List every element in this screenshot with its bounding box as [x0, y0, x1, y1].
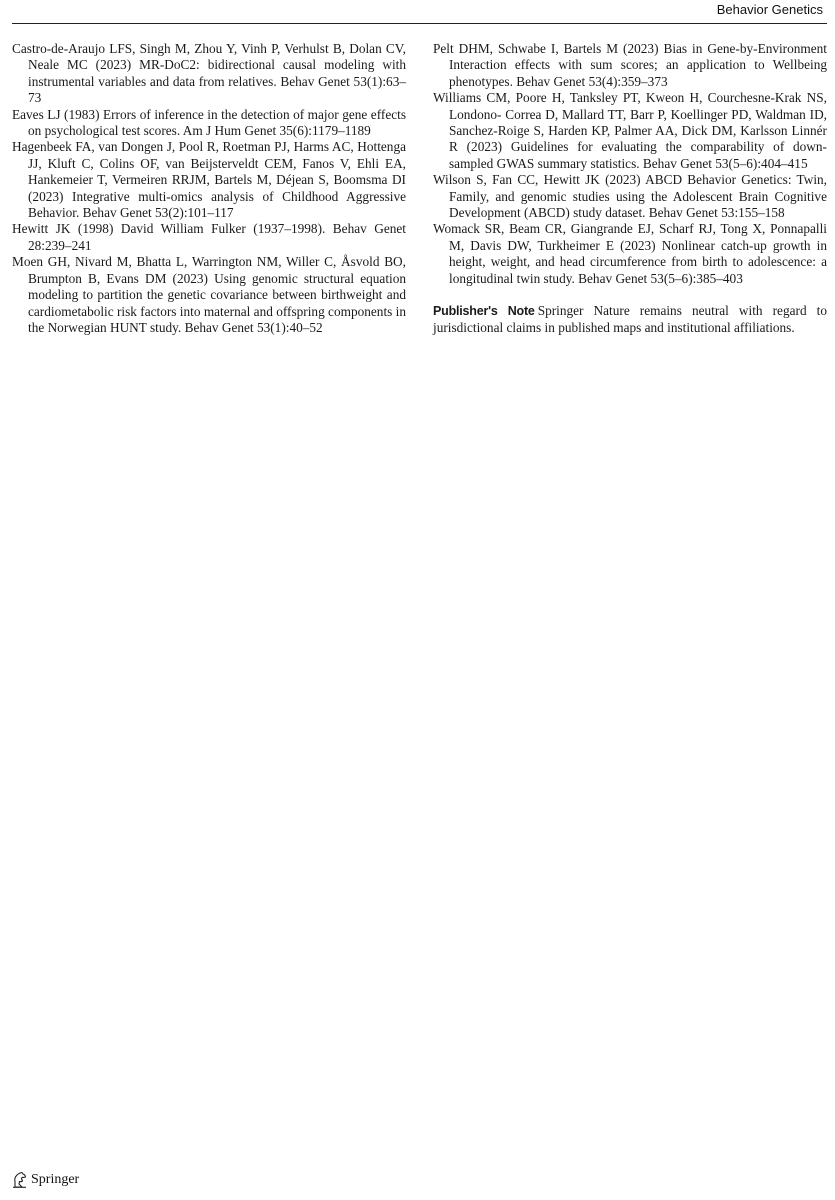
reference-item: Pelt DHM, Schwabe I, Bartels M (2023) Bias in Gene-by-Environment Interaction effects with sum scores; an application to Wellbeing phenotypes. Behav Genet 53(4):359–373 [433, 41, 827, 89]
reference-item: Hewitt JK (1998) David William Fulker (1937–1998). Behav Genet 28:239–241 [12, 221, 406, 253]
reference-item: Womack SR, Beam CR, Giangrande EJ, Scharf RJ, Tong X, Ponnapalli M, Davis DW, Turkheimer E (2023) Nonlinear catch-up growth in height, weight, and head circumference from birth to adolescence: a longitudinal twin study. Behav Genet 53(5–6):385–403 [433, 221, 827, 286]
references-column-left [12, 41, 406, 336]
springer-horse-icon [12, 1171, 27, 1188]
references-column-right [433, 41, 827, 336]
page-footer [12, 1171, 79, 1188]
reference-item: Hagenbeek FA, van Dongen J, Pool R, Roetman PJ, Harms AC, Hottenga JJ, Kluft C, Colins OF, van Beijsterveldt CEM, Fanos V, Ehli EA, Hankemeier T, Vermeiren RRJM, Bartels M, Déjean S, Boomsma DI (2023) Integrative multi-omics analysis of Childhood Aggressive Behavior. Behav Genet 53(2):101–117 [12, 139, 406, 221]
reference-item: Williams CM, Poore H, Tanksley PT, Kweon H, Courchesne-Krak NS, Londono- Correa D, Mallard TT, Barr P, Koellinger PD, Waldman ID, Sanchez-Roige S, Harden KP, Palmer AA, Dick DM, Karlsson Linnér R (2023) Guidelines for evaluating the comparability of down-sampled GWAS summary statistics. Behav Genet 53(5–6):404–415 [433, 90, 827, 171]
footer-publisher-name: Springer [31, 1171, 80, 1187]
reference-item: Eaves LJ (1983) Errors of inference in the detection of major gene effects on psychological test scores. Am J Hum Genet 35(6):1179–1189 [12, 106, 406, 139]
reference-item: Castro-de-Araujo LFS, Singh M, Zhou Y, Vinh P, Verhulst B, Dolan CV, Neale MC (2023) MR-DoC2: bidirectional causal modeling with instrumental variables and data from relatives. Behav Genet 53(1):63–73 [12, 41, 406, 106]
reference-item: Wilson S, Fan CC, Hewitt JK (2023) ABCD Behavior Genetics: Twin, Family, and genomic studies using the Adolescent Brain Cognitive Development (ABCD) study dataset. Behav Genet 53:155–158 [433, 172, 827, 221]
publisher-note-text: Springer Nature remains neutral with regard to jurisdictional claims in published maps and institutional affiliations. [433, 303, 827, 335]
publisher-note-label: Publisher's Note [433, 304, 535, 319]
reference-item: Moen GH, Nivard M, Bhatta L, Warrington NM, Willer C, Åsvold BO, Brumpton B, Evans DM (2023) Using genomic structural equation modeling to partition the genetic covariance between birthweight and cardiometabolic risk factors into maternal and offspring components in the Norwegian HUNT study. Behav Genet 53(1):40–52 [12, 254, 406, 335]
publisher-note [433, 303, 827, 336]
running-head-journal: Behavior Genetics [716, 2, 823, 17]
header-rule [12, 23, 827, 24]
